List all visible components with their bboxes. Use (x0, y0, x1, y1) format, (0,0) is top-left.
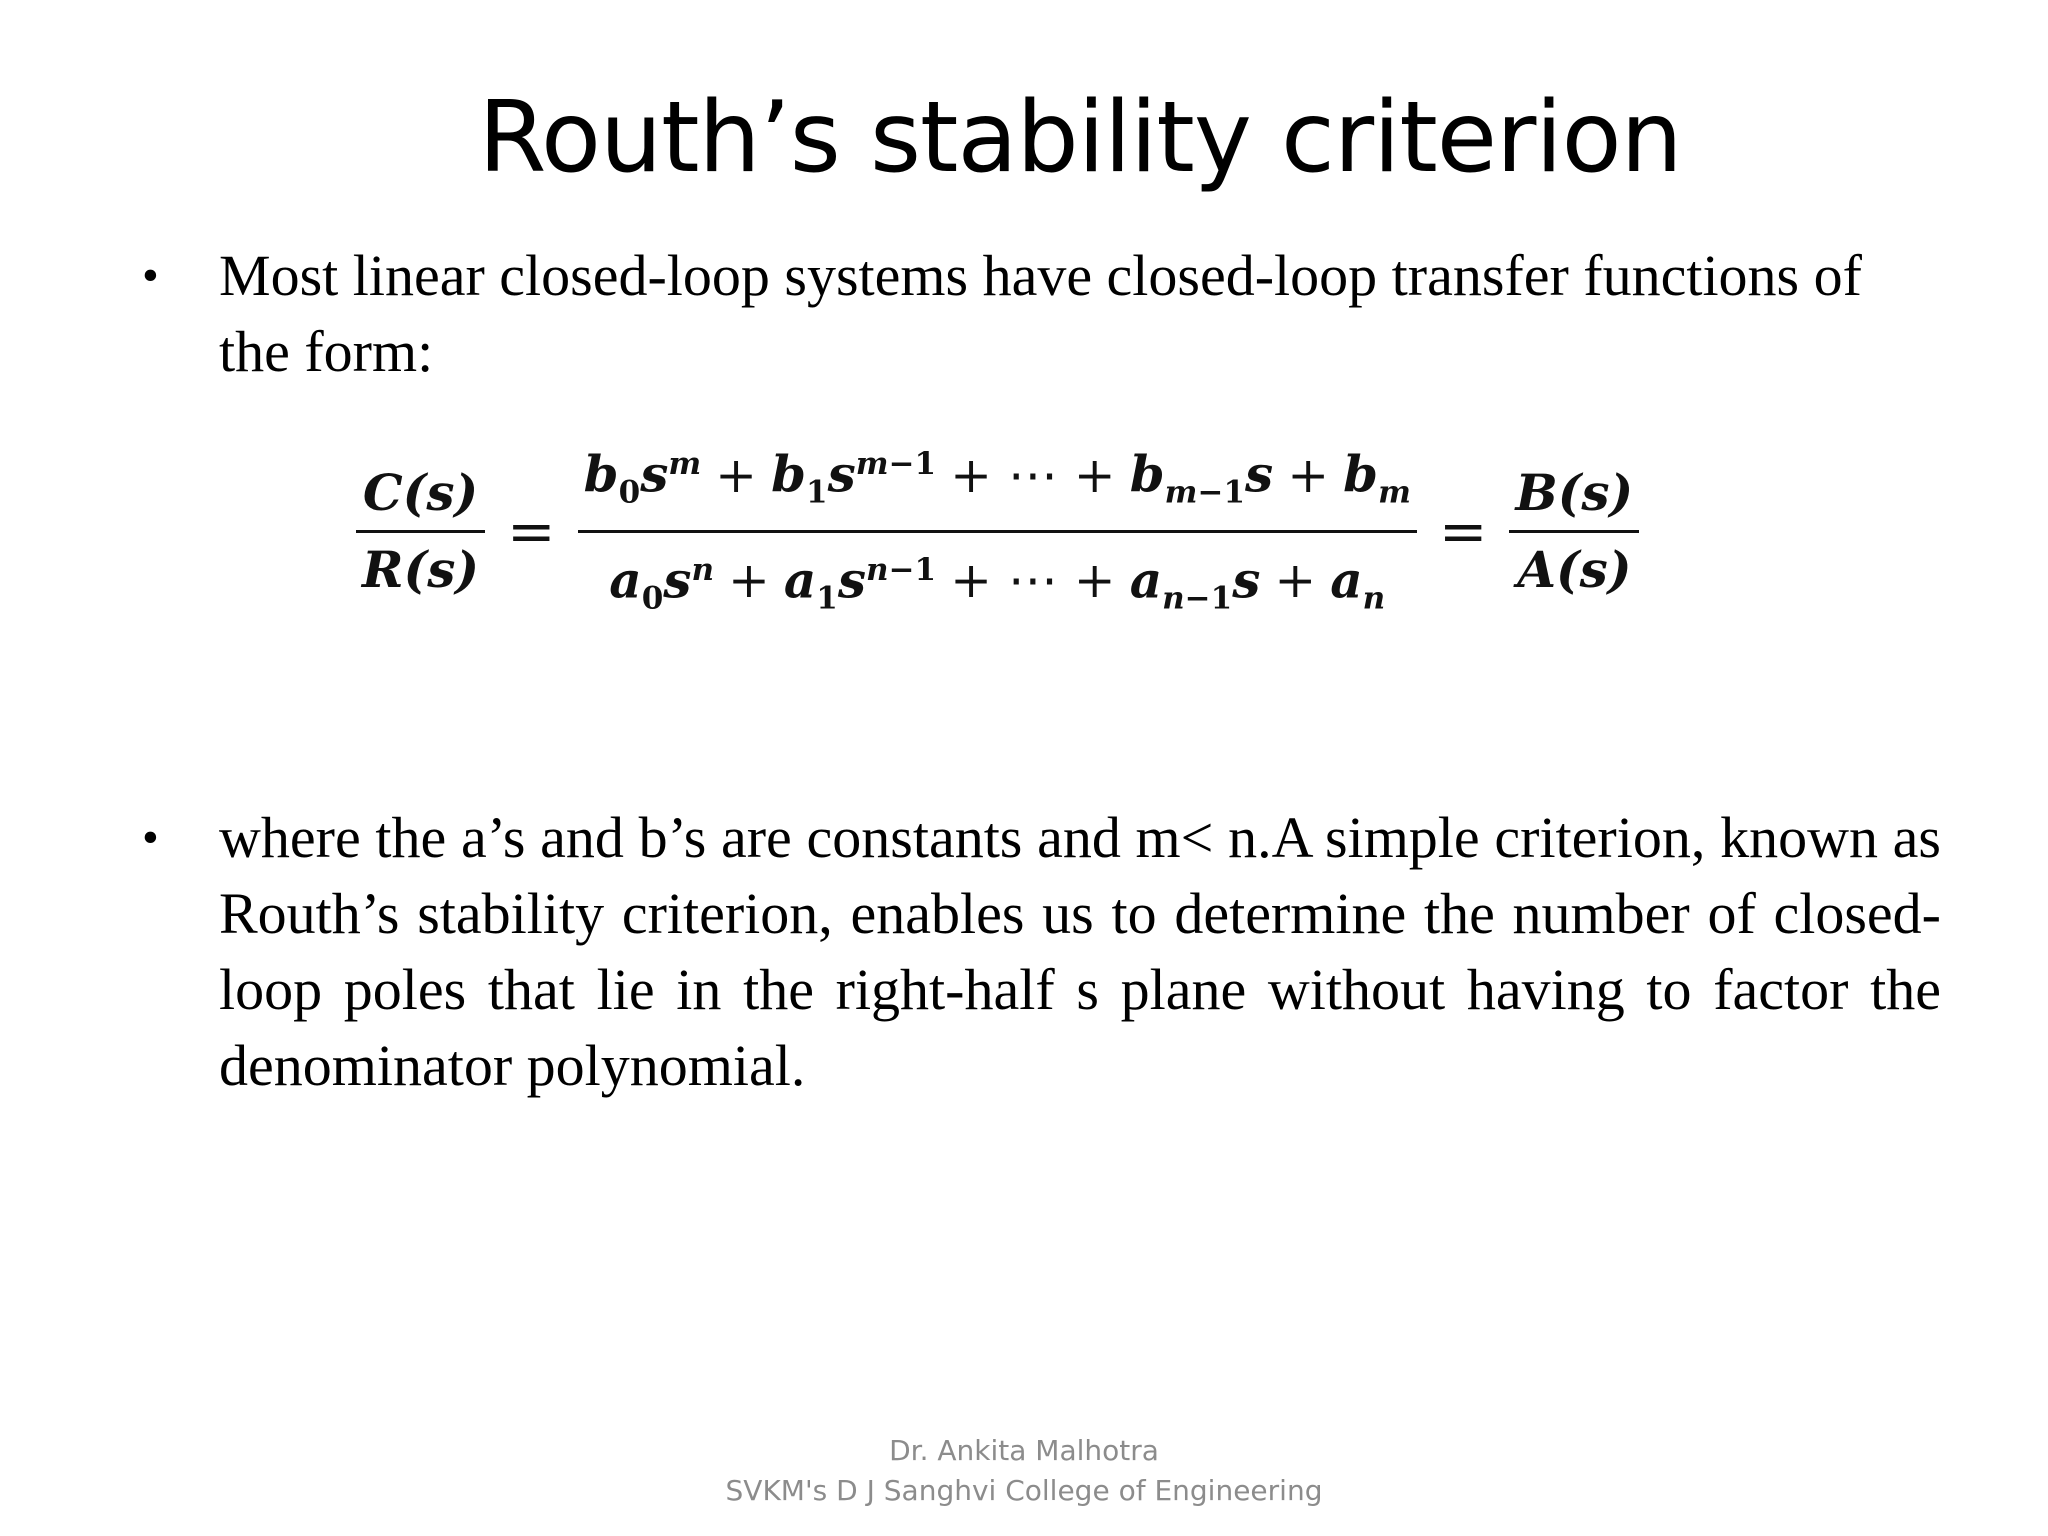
polynomial-fraction (578, 429, 1417, 633)
fraction-bar (356, 530, 485, 533)
footer-author: Dr. Ankita Malhotra (889, 1434, 1159, 1467)
bullet-marker: • (142, 249, 159, 302)
result-denominator: A(s) (1517, 539, 1632, 599)
slide-title: Routh’s stability criterion (478, 81, 1682, 195)
bullet-marker: • (142, 811, 159, 864)
lhs-fraction (356, 458, 485, 605)
numerator-polynomial: $b_0s^m + b_1s^{m-1}$ + ⋯ + $b_{m-1}s + b_m$ (583, 444, 1411, 511)
bullet-text-intro: Most linear closed-loop systems have closed-loop transfer functions of the form: (219, 243, 1862, 384)
bullet-text-explanation: where the a’s and b’s are constants and m< n.A simple criterion, known as Routh’s stability criterion, enables us to determine the number of closed-loop poles that lie in the right-half s plane without having to factor the denominator polynomial. (219, 805, 1941, 1098)
transfer-function-equation (356, 446, 1696, 616)
lhs-denominator: R(s) (362, 539, 480, 599)
result-numerator: B(s) (1515, 462, 1634, 522)
fraction-bar (1509, 530, 1639, 533)
fraction-bar (578, 530, 1417, 533)
footer-institution: SVKM's D J Sanghvi College of Engineering (725, 1474, 1323, 1507)
denominator-polynomial: $a_0s^n + a_1s^{n-1}$ + ⋯ + $a_{n-1}s + a_n$ (609, 550, 1386, 617)
equals-sign: = (507, 497, 556, 565)
result-fraction (1509, 458, 1639, 605)
equals-sign: = (1438, 497, 1488, 565)
lhs-numerator: C(s) (362, 462, 479, 522)
